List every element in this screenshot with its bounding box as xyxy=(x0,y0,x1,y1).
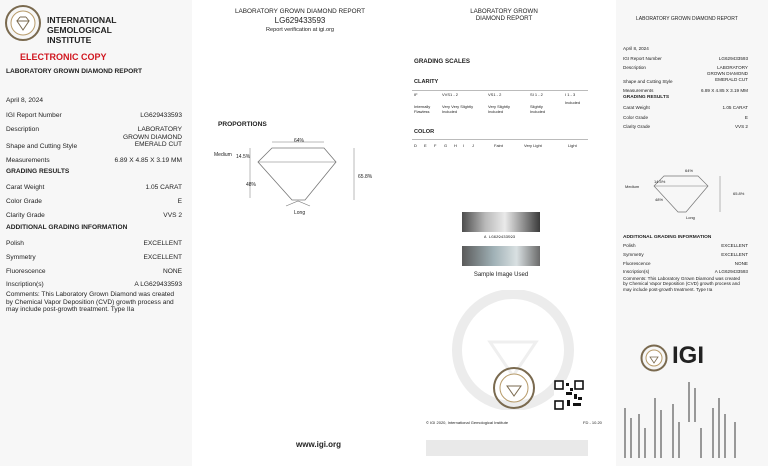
igi-seal-icon xyxy=(4,4,42,42)
crown-pct-label: 14.5% xyxy=(236,154,251,160)
org-name xyxy=(47,15,117,45)
security-strip xyxy=(426,440,588,456)
color-grade-very-light: Very Light xyxy=(524,143,542,148)
clarity-grade-si: SI 1 - 2 xyxy=(530,92,543,97)
left-comments: Comments: This Laboratory Grown Diamond was created by Chemical Vapor Deposition (CVD) growth process and may include post-growth treatment. Type IIa xyxy=(6,291,175,314)
sample-inscription: A LG629433593 xyxy=(484,236,516,240)
clarity-desc-i: Included xyxy=(565,100,581,105)
culet-label: Long xyxy=(294,210,306,216)
color-scale-title: COLOR xyxy=(414,129,435,135)
clarity-grade-if: IF xyxy=(414,92,418,97)
right-pavilion-pct: 48% xyxy=(655,197,664,202)
right-crown-pct: 14.5% xyxy=(654,179,666,184)
right-grading-title: GRADING RESULTS xyxy=(623,95,670,100)
org-line-2: GEMOLOGICAL xyxy=(47,25,112,35)
right-girdle-label: Medium xyxy=(625,184,640,189)
clarity-divider xyxy=(412,90,588,91)
right-comments: Comments: This Laboratory Grown Diamond was created by Chemical Vapor Deposition (CVD) growth process and may include post-growth treatment. Type IIa xyxy=(623,276,741,292)
clarity-grade-vs: VS1 - 2 xyxy=(488,92,502,97)
color-grade-j: J xyxy=(472,143,474,148)
clarity-desc-vs: Very Slightly Included xyxy=(488,104,511,114)
girdle-label: Medium xyxy=(214,152,232,158)
right-table-pct: 64% xyxy=(685,168,694,173)
color-grade-d: D xyxy=(414,143,417,148)
sample-image-caption: Sample Image Used xyxy=(473,272,529,278)
scales-header-line-2: DIAMOND REPORT xyxy=(475,15,533,22)
right-additional-title: ADDITIONAL GRADING INFORMATION xyxy=(623,235,712,240)
proportions-title: PROPORTIONS xyxy=(218,121,267,128)
left-report-type: LABORATORY GROWN DIAMOND REPORT xyxy=(6,68,143,75)
clarity-grade-i: I 1 - 3 xyxy=(565,92,576,97)
igi-seal-small-icon xyxy=(492,366,536,410)
color-grade-e: E xyxy=(424,143,427,148)
right-culet-label: Long xyxy=(686,215,695,220)
depth-pct-label: 65.8% xyxy=(358,174,373,180)
clarity-desc-si: Slightly Included xyxy=(530,104,546,114)
right-depth-pct: 65.8% xyxy=(733,191,745,196)
igi-logo-seal-icon xyxy=(640,344,668,372)
electronic-copy-label: ELECTRONIC COPY xyxy=(20,52,107,62)
rotated-stub-text xyxy=(618,378,748,462)
color-grade-light: Light xyxy=(568,143,577,148)
color-grade-faint: Faint xyxy=(494,143,503,148)
form-number: FD - 10.20 xyxy=(583,420,602,425)
center-title: LABORATORY GROWN DIAMOND REPORT xyxy=(234,8,366,15)
table-pct-label: 64% xyxy=(294,138,305,144)
color-divider xyxy=(412,139,588,140)
igi-logo-text: IGI xyxy=(672,342,705,369)
clarity-scale-title: CLARITY xyxy=(414,79,439,85)
color-grade-f: F xyxy=(434,143,437,148)
right-title: LABORATORY GROWN DIAMOND REPORT xyxy=(636,16,738,22)
org-line-3: INSTITUTE xyxy=(47,35,92,45)
clarity-grade-vvs: VVS1 - 2 xyxy=(442,92,459,97)
center-report-number: LG629433593 xyxy=(274,16,326,25)
org-line-1: INTERNATIONAL xyxy=(47,15,117,25)
clarity-desc-if: Internally Flawless xyxy=(414,104,431,114)
copyright-text: © IGI 2020, International Gemological Institute xyxy=(426,420,509,425)
qr-code-icon[interactable] xyxy=(554,380,584,410)
color-grade-h: H xyxy=(454,143,457,148)
left-grading-title: GRADING RESULTS xyxy=(6,168,70,175)
color-grade-i: I xyxy=(463,143,465,148)
website-link[interactable]: www.igi.org xyxy=(296,440,342,449)
left-additional-title: ADDITIONAL GRADING INFORMATION xyxy=(6,224,128,231)
scales-header-line-1: LABORATORY GROWN xyxy=(470,8,538,15)
color-grade-g: G xyxy=(444,143,448,148)
grading-scales-title: GRADING SCALES xyxy=(414,58,471,65)
pavilion-pct-label: 48% xyxy=(246,182,257,188)
scales-header xyxy=(440,8,568,22)
clarity-desc-vvs: Very Very Slightly Included xyxy=(442,104,474,114)
center-verify-text: Report verification at igi.org xyxy=(265,27,335,33)
